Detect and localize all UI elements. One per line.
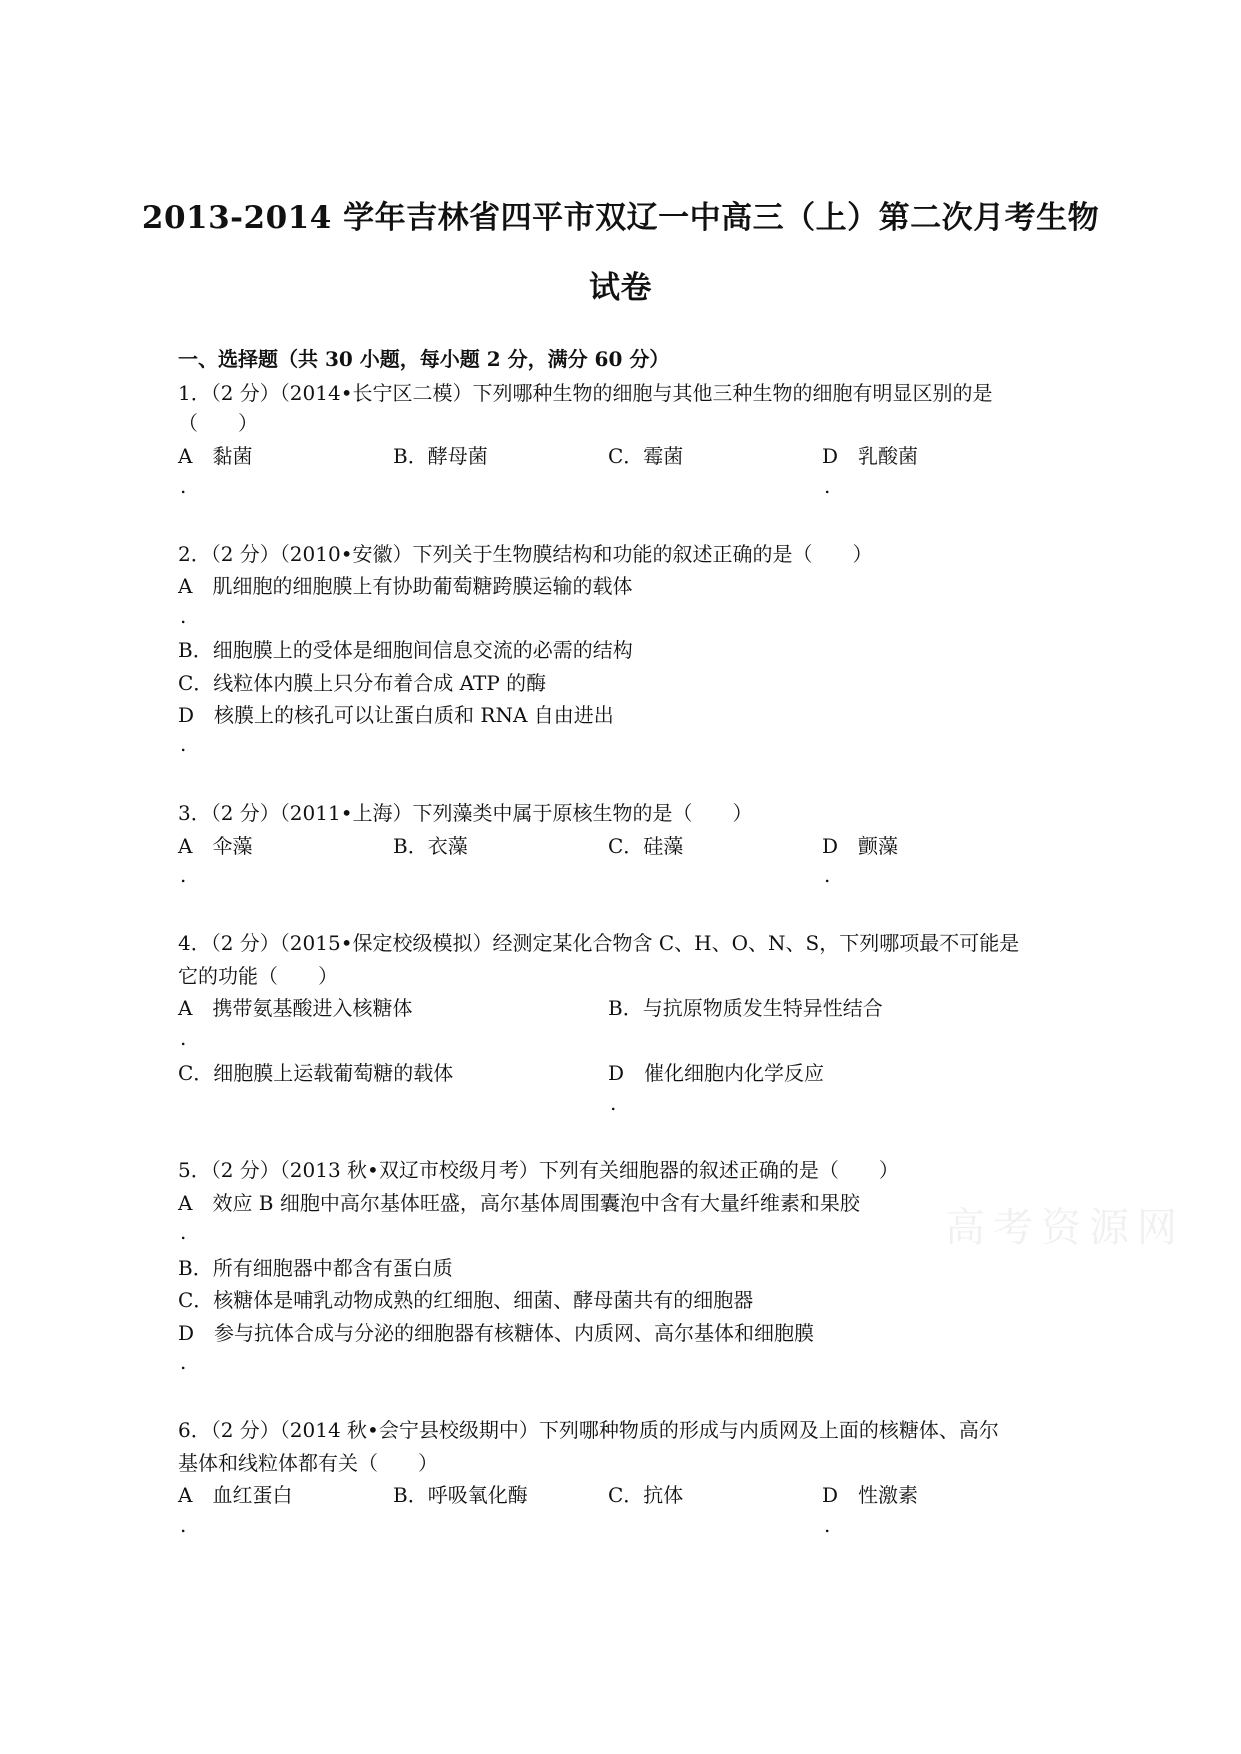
option-c[interactable]: C．核糖体是哺乳动物成熟的红细胞、细菌、酵母菌共有的细胞器 [178, 1288, 754, 1312]
option-b[interactable]: B．所有细胞器中都含有蛋白质 [178, 1256, 453, 1280]
option-dot: . [180, 863, 187, 887]
option-d[interactable]: D 参与抗体合成与分泌的细胞器有核糖体、内质网、高尔基体和细胞膜 [178, 1321, 815, 1345]
question-stem: 它的功能（ ） [178, 964, 338, 988]
question-stem: 3．（2 分）（2011•上海）下列藻类中属于原核生物的是（ ） [178, 801, 753, 825]
option-a[interactable]: A 肌细胞的细胞膜上有协助葡萄糖跨膜运输的载体 [178, 574, 633, 598]
watermark: 高考资源网 [945, 1205, 1185, 1251]
option-b[interactable]: B．酵母菌 [393, 444, 488, 468]
question-stem: 基体和线粒体都有关（ ） [178, 1451, 438, 1475]
section-heading: 一、选择题（共 30 小题，每小题 2 分，满分 60 分） [178, 347, 670, 371]
question-stem: （ ） [178, 411, 258, 435]
option-c[interactable]: C．细胞膜上运载葡萄糖的载体 [178, 1061, 454, 1085]
question-stem: 1．（2 分）（2014•长宁区二模）下列哪种生物的细胞与其他三种生物的细胞有明显区别的是 [178, 381, 993, 405]
option-c[interactable]: C．硅藻 [608, 834, 684, 858]
option-dot: . [180, 732, 187, 756]
option-dot: . [180, 604, 187, 628]
option-dot: . [610, 1091, 617, 1115]
option-d[interactable]: D 核膜上的核孔可以让蛋白质和 RNA 自由进出 [178, 703, 614, 727]
option-a[interactable]: A 携带氨基酸进入核糖体 [178, 996, 413, 1020]
option-dot: . [180, 1350, 187, 1374]
option-c[interactable]: C．线粒体内膜上只分布着合成 ATP 的酶 [178, 671, 547, 695]
question-stem: 2．（2 分）（2010•安徽）下列关于生物膜结构和功能的叙述正确的是（ ） [178, 542, 873, 566]
question-stem: 6．（2 分）（2014 秋•会宁县校级期中）下列哪种物质的形成与内质网及上面的核糖体、高尔 [178, 1418, 999, 1442]
page-title-line2: 试卷 [589, 270, 652, 306]
option-a[interactable]: A 效应 B 细胞中高尔基体旺盛，高尔基体周围囊泡中含有大量纤维素和果胶 [178, 1191, 860, 1215]
option-a[interactable]: A 黏菌 [178, 444, 253, 468]
option-d[interactable]: D 颤藻 [822, 834, 899, 858]
question-stem: 4．（2 分）（2015•保定校级模拟）经测定某化合物含 C、H、O、N、S，下列哪项最不可能是 [178, 931, 1020, 955]
option-dot: . [824, 863, 831, 887]
option-dot: . [180, 1513, 187, 1537]
option-d[interactable]: D 性激素 [822, 1483, 919, 1507]
option-dot: . [824, 1513, 831, 1537]
option-c[interactable]: C．霉菌 [608, 444, 684, 468]
option-d[interactable]: D 乳酸菌 [822, 444, 919, 468]
option-dot: . [180, 1026, 187, 1050]
option-b[interactable]: B．细胞膜上的受体是细胞间信息交流的必需的结构 [178, 638, 633, 662]
option-b[interactable]: B．呼吸氧化酶 [393, 1483, 528, 1507]
option-dot: . [180, 1220, 187, 1244]
option-c[interactable]: C．抗体 [608, 1483, 684, 1507]
option-d[interactable]: D 催化细胞内化学反应 [608, 1061, 825, 1085]
question-stem: 5．（2 分）（2013 秋•双辽市校级月考）下列有关细胞器的叙述正确的是（ ） [178, 1158, 899, 1182]
option-dot: . [824, 474, 831, 498]
option-dot: . [180, 474, 187, 498]
option-a[interactable]: A 伞藻 [178, 834, 253, 858]
page-title: 2013-2014 学年吉林省四平市双辽一中高三（上）第二次月考生物 [141, 200, 1100, 236]
option-b[interactable]: B．与抗原物质发生特异性结合 [608, 996, 883, 1020]
option-b[interactable]: B．衣藻 [393, 834, 468, 858]
option-a[interactable]: A 血红蛋白 [178, 1483, 293, 1507]
